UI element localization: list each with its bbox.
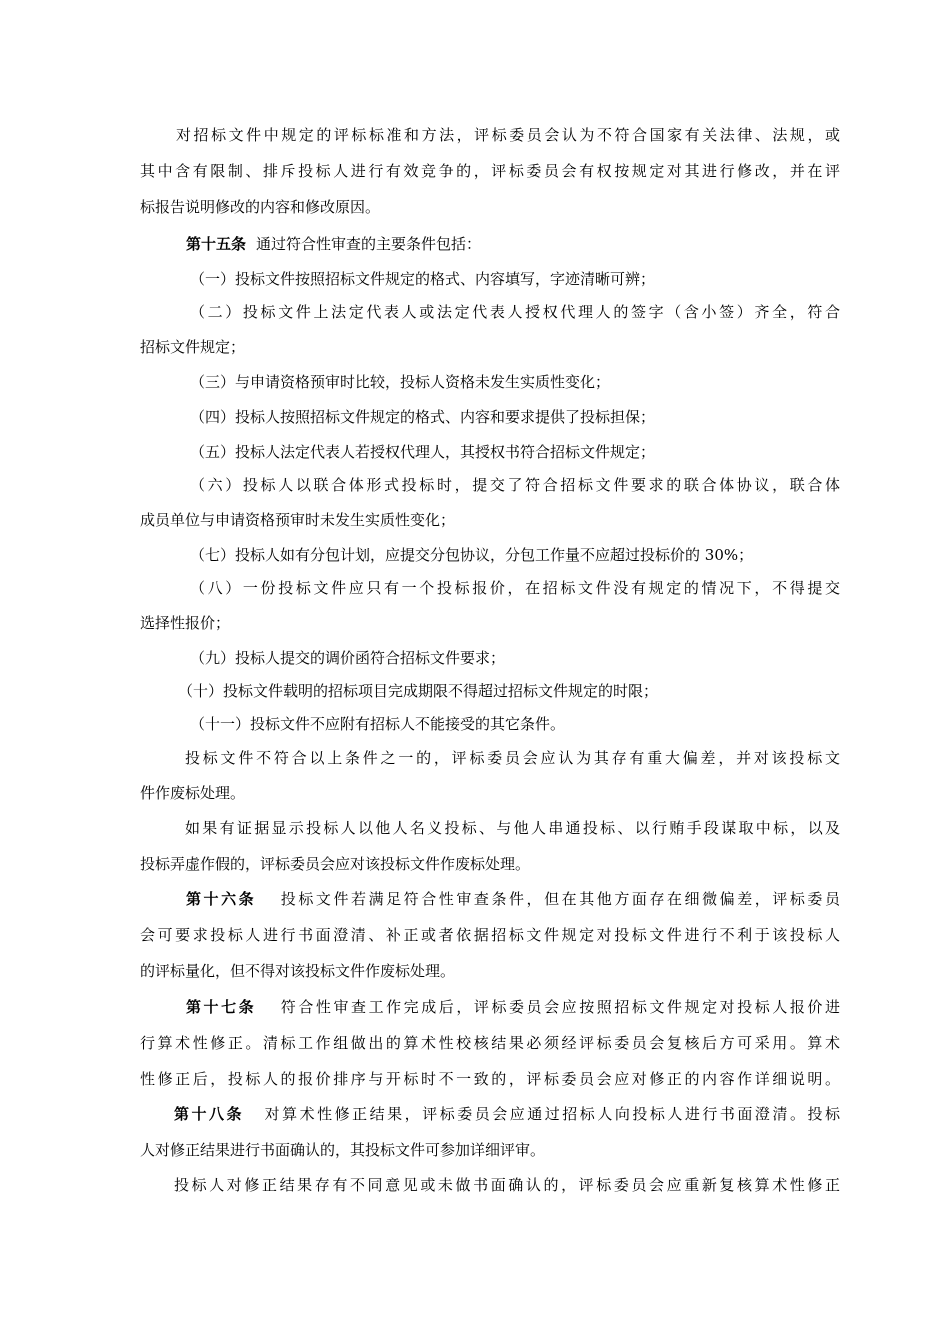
list-item: （三）与申请资格预审时比较，投标人资格未发生实质性变化； xyxy=(190,373,611,391)
text-line: 性修正后，投标人的报价排序与开标时不一致的，评标委员会应对修正的内容作详细说明。 xyxy=(140,1070,840,1088)
article-16 xyxy=(140,885,840,913)
article-heading: 第十五条 xyxy=(186,235,247,253)
article-17 xyxy=(140,993,840,1021)
text-line: 招标文件规定； xyxy=(140,338,246,356)
text-line: 符合性审查工作完成后，评标委员会应按照招标文件规定对投标人报价进 xyxy=(278,998,840,1016)
article-heading: 第十八条 xyxy=(174,1105,245,1123)
list-item: （七）投标人如有分包计划，应提交分包协议，分包工作量不应超过投标价的 30%； xyxy=(190,546,754,564)
text-line: 如果有证据显示投标人以他人名义投标、与他人串通投标、以行贿手段谋取中标，以及 xyxy=(185,819,840,837)
text-line: 标报告说明修改的内容和修改原因。 xyxy=(140,198,381,216)
text-line: 件作废标处理。 xyxy=(140,784,246,802)
article-heading: 第十六条 xyxy=(186,890,257,908)
text-line: 选择性报价； xyxy=(140,614,231,632)
article-heading: 第十七条 xyxy=(186,998,257,1016)
list-item: （五）投标人法定代表人若授权代理人，其授权书符合招标文件规定； xyxy=(190,443,656,461)
list-item: （八）一份投标文件应只有一个投标报价，在招标文件没有规定的情况下，不得提交 xyxy=(190,579,840,597)
text-line: 投标文件若满足符合性审查条件，但在其他方面存在细微偏差，评标委员 xyxy=(278,890,840,908)
text-line: 的评标量化，但不得对该投标文件作废标处理。 xyxy=(140,962,456,980)
text-line: 会可要求投标人进行书面澄清、补正或者依据招标文件规定对投标文件进行不利于该投标人 xyxy=(140,926,840,944)
text-line: 其中含有限制、排斥投标人进行有效竞争的，评标委员会有权按规定对其进行修改，并在评 xyxy=(140,162,840,180)
list-item: （六）投标人以联合体形式投标时，提交了符合招标文件要求的联合体协议，联合体 xyxy=(190,476,840,494)
text-line: 对招标文件中规定的评标标准和方法，评标委员会认为不符合国家有关法律、法规，或 xyxy=(176,126,840,144)
text-line: 人对修正结果进行书面确认的，其投标文件可参加详细评审。 xyxy=(140,1141,546,1159)
list-item: （九）投标人提交的调价函符合招标文件要求； xyxy=(190,649,506,667)
text-line: 行算术性修正。清标工作组做出的算术性校核结果必须经评标委员会复核后方可采用。算术 xyxy=(140,1034,840,1052)
text-line: 通过符合性审查的主要条件包括： xyxy=(256,235,482,253)
list-item: （二）投标文件上法定代表人或法定代表人授权代理人的签字（含小签）齐全，符合 xyxy=(190,303,840,321)
text-line: 投标文件不符合以上条件之一的，评标委员会应认为其存有重大偏差，并对该投标文 xyxy=(185,749,840,767)
text-line: 投标人对修正结果存有不同意见或未做书面确认的，评标委员会应重新复核算术性修正 xyxy=(174,1176,840,1194)
text-line: 投标弄虚作假的，评标委员会应对该投标文件作废标处理。 xyxy=(140,855,531,873)
article-18 xyxy=(140,1100,840,1128)
text-line: 成员单位与申请资格预审时未发生实质性变化； xyxy=(140,511,456,529)
text-line: 对算术性修正结果，评标委员会应通过招标人向投标人进行书面澄清。投标 xyxy=(262,1105,840,1123)
list-item: （四）投标人按照招标文件规定的格式、内容和要求提供了投标担保； xyxy=(190,408,656,426)
article-15 xyxy=(140,230,886,258)
list-item: （一）投标文件按照招标文件规定的格式、内容填写，字迹清晰可辨； xyxy=(190,270,656,288)
list-item: （十）投标文件载明的招标项目完成期限不得超过招标文件规定的时限； xyxy=(178,682,659,700)
list-item: （十一）投标文件不应附有招标人不能接受的其它条件。 xyxy=(190,715,566,733)
